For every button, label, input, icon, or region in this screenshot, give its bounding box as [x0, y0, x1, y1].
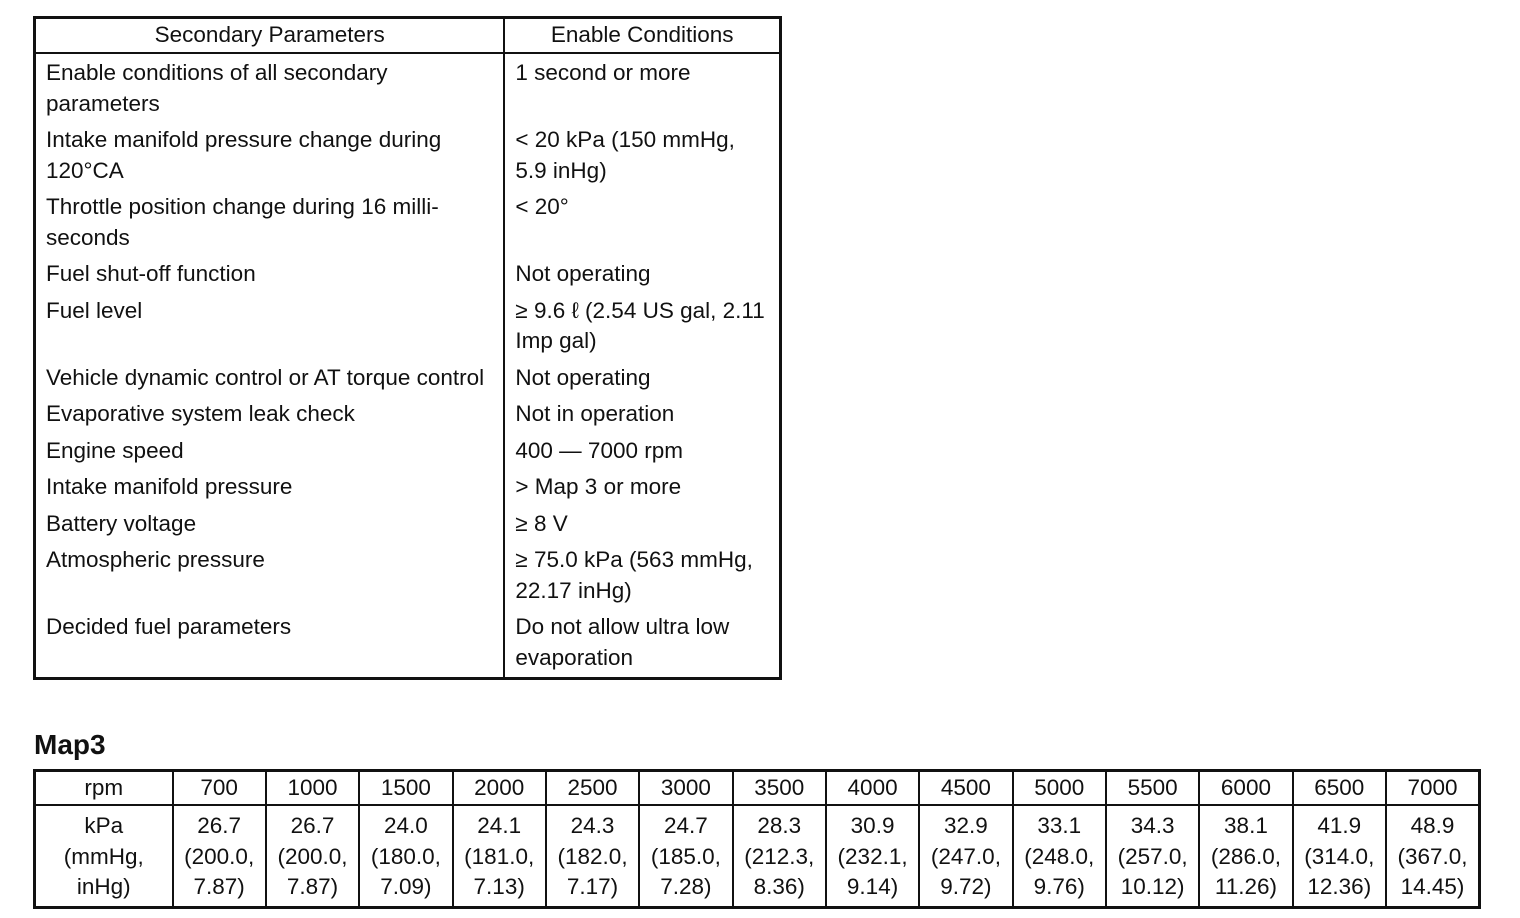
map3-rpm-cell: 3500 — [733, 771, 826, 806]
table-row — [35, 469, 781, 506]
map3-row-header-kpa: kPa (mmHg, inHg) — [63, 813, 144, 899]
condition-cell: Not operating — [504, 360, 780, 397]
table-row — [35, 360, 781, 397]
map3-kpa-cell: 24.3 (182.0, 7.17) — [546, 805, 639, 907]
map3-kpa-cell: 33.1 (248.0, 9.76) — [1013, 805, 1106, 907]
map3-kpa-cell: 26.7 (200.0, 7.87) — [266, 805, 359, 907]
parameter-cell: Throttle position change during 16 milli-seconds — [46, 194, 439, 250]
map3-rpm-cell: 5500 — [1106, 771, 1199, 806]
map3-kpa-cell: 28.3 (212.3, 8.36) — [733, 805, 826, 907]
table-row — [35, 189, 781, 256]
map3-rpm-cell: 6000 — [1199, 771, 1292, 806]
table-row — [35, 542, 781, 609]
parameter-cell: Vehicle dynamic control or AT torque control — [46, 364, 485, 390]
map3-kpa-cell: 41.9 (314.0, 12.36) — [1293, 805, 1386, 907]
table-row — [35, 433, 781, 470]
table-row — [35, 506, 781, 543]
parameter-cell: Intake manifold pressure change during 120°CA — [46, 127, 442, 183]
map3-kpa-cell: 38.1 (286.0, 11.26) — [1199, 805, 1292, 907]
table-row — [35, 53, 781, 122]
parameter-cell: Enable conditions of all secondary parameters — [46, 60, 388, 116]
map3-rpm-cell: 2000 — [453, 771, 546, 806]
map3-kpa-cell: 24.0 (180.0, 7.09) — [359, 805, 452, 907]
map3-rpm-cell: 4000 — [826, 771, 919, 806]
map3-rpm-cell: 7000 — [1386, 771, 1480, 806]
condition-cell: 1 second or more — [504, 53, 780, 122]
condition-cell: Not operating — [504, 256, 780, 293]
parameter-cell: Fuel level — [46, 297, 143, 323]
map3-table — [33, 769, 1481, 909]
parameter-cell: Decided fuel parameters — [46, 614, 292, 639]
table-row — [35, 396, 781, 433]
condition-cell: 400 — 7000 rpm — [504, 433, 780, 470]
condition-cell: < 20 kPa (150 mmHg, 5.9 inHg) — [504, 122, 780, 189]
parameter-cell: Intake manifold pressure — [46, 474, 293, 499]
map3-rpm-cell: 4500 — [919, 771, 1012, 806]
condition-cell: ≥ 9.6 ℓ (2.54 US gal, 2.11 Imp gal) — [504, 293, 780, 360]
column-header-secondary-parameters: Secondary Parameters — [35, 18, 505, 54]
column-header-enable-conditions: Enable Conditions — [504, 18, 780, 54]
map3-kpa-cell: 32.9 (247.0, 9.72) — [919, 805, 1012, 907]
table-row — [35, 122, 781, 189]
parameter-cell: Battery voltage — [46, 510, 197, 536]
map3-rpm-cell: 1500 — [359, 771, 452, 806]
map3-rpm-cell: 700 — [173, 771, 266, 806]
map3-rpm-cell: 2500 — [546, 771, 639, 806]
map3-rpm-cell: 1000 — [266, 771, 359, 806]
table-row — [35, 256, 781, 293]
map3-rpm-cell: 6500 — [1293, 771, 1386, 806]
map3-row-header-rpm: rpm — [35, 771, 173, 806]
map3-kpa-cell: 26.7 (200.0, 7.87) — [173, 805, 266, 907]
parameter-cell: Engine speed — [46, 437, 184, 463]
secondary-parameters-table — [33, 16, 782, 680]
condition-cell: ≥ 75.0 kPa (563 mmHg, 22.17 inHg) — [504, 542, 780, 609]
map3-kpa-cell: 24.7 (185.0, 7.28) — [639, 805, 732, 907]
map3-rpm-row — [35, 771, 1480, 806]
table-row — [35, 293, 781, 360]
map3-kpa-cell: 48.9 (367.0, 14.45) — [1386, 805, 1480, 907]
map3-kpa-cell: 30.9 (232.1, 9.14) — [826, 805, 919, 907]
map3-kpa-cell: 34.3 (257.0, 10.12) — [1106, 805, 1199, 907]
parameter-cell: Atmospheric pressure — [46, 547, 265, 572]
map3-rpm-cell: 5000 — [1013, 771, 1106, 806]
table-row — [35, 609, 781, 679]
map3-rpm-cell: 3000 — [639, 771, 732, 806]
map3-title: Map3 — [34, 729, 106, 760]
condition-cell: Not in operation — [504, 396, 780, 433]
parameter-cell: Evaporative system leak check — [46, 401, 355, 426]
map3-kpa-cell: 24.1 (181.0, 7.13) — [453, 805, 546, 907]
condition-cell: < 20° — [504, 189, 780, 256]
parameter-cell: Fuel shut-off function — [46, 261, 256, 286]
table-header-row — [35, 18, 781, 54]
condition-cell: Do not allow ultra low evaporation — [504, 609, 780, 679]
condition-cell: ≥ 8 V — [504, 506, 780, 543]
condition-cell: > Map 3 or more — [504, 469, 780, 506]
map3-kpa-row — [35, 805, 1480, 907]
